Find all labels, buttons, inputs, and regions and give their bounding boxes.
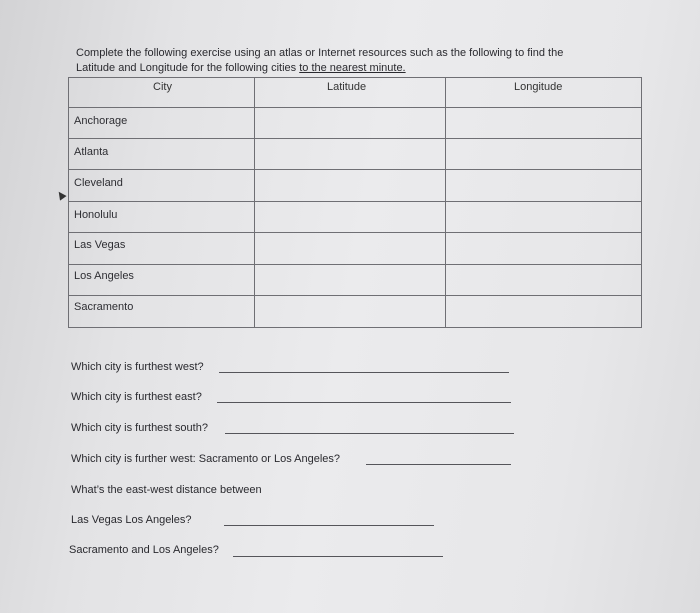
table-row-line	[69, 138, 641, 139]
question-furthest-west: Which city is furthest west?	[71, 361, 204, 373]
city-cell: Atlanta	[74, 146, 109, 158]
mouse-pointer-icon	[55, 189, 66, 200]
city-cell: Sacramento	[74, 301, 134, 313]
city-cell: Anchorage	[74, 115, 128, 127]
question-furthest-east: Which city is furthest east?	[71, 391, 202, 403]
answer-line	[366, 464, 511, 465]
question-sacramento-vs-los-angeles: Which city is further west: Sacramento or Los Angeles?	[71, 453, 341, 465]
column-divider	[445, 78, 446, 327]
table-row-line	[69, 169, 641, 170]
table-row-line	[69, 295, 641, 296]
table-row-line	[69, 107, 641, 108]
city-cell: Cleveland	[74, 177, 123, 189]
instructions-line-2	[76, 61, 636, 76]
column-divider	[254, 78, 255, 327]
answer-line	[217, 402, 511, 403]
city-cell: Las Vegas	[74, 239, 126, 251]
question-furthest-south: Which city is furthest south?	[71, 422, 208, 434]
instructions-underlined-text: to the nearest minute.	[299, 62, 406, 74]
answer-line	[219, 372, 509, 373]
answer-line	[224, 525, 434, 526]
city-cell: Honolulu	[74, 209, 118, 221]
table-row-line	[69, 201, 641, 202]
answer-line	[225, 433, 514, 434]
question-las-vegas-los-angeles: Las Vegas Los Angeles?	[71, 514, 192, 526]
header-city: City	[153, 81, 172, 93]
header-latitude: Latitude	[327, 81, 367, 93]
question-distance-intro: What’s the east-west distance between	[71, 484, 262, 496]
table-row-line	[69, 264, 641, 265]
instructions	[76, 46, 636, 76]
instructions-line-2-text: Latitude and Longitude for the following cities	[76, 62, 300, 74]
instructions-line-1: Complete the following exercise using an atlas or Internet resources such as the following to find the	[76, 47, 564, 59]
answer-line	[233, 556, 443, 557]
city-cell: Los Angeles	[74, 270, 134, 282]
question-sacramento-los-angeles: Sacramento and Los Angeles?	[69, 544, 219, 556]
coordinates-table	[68, 77, 642, 328]
table-row-line	[69, 232, 641, 233]
header-longitude: Longitude	[514, 81, 563, 93]
